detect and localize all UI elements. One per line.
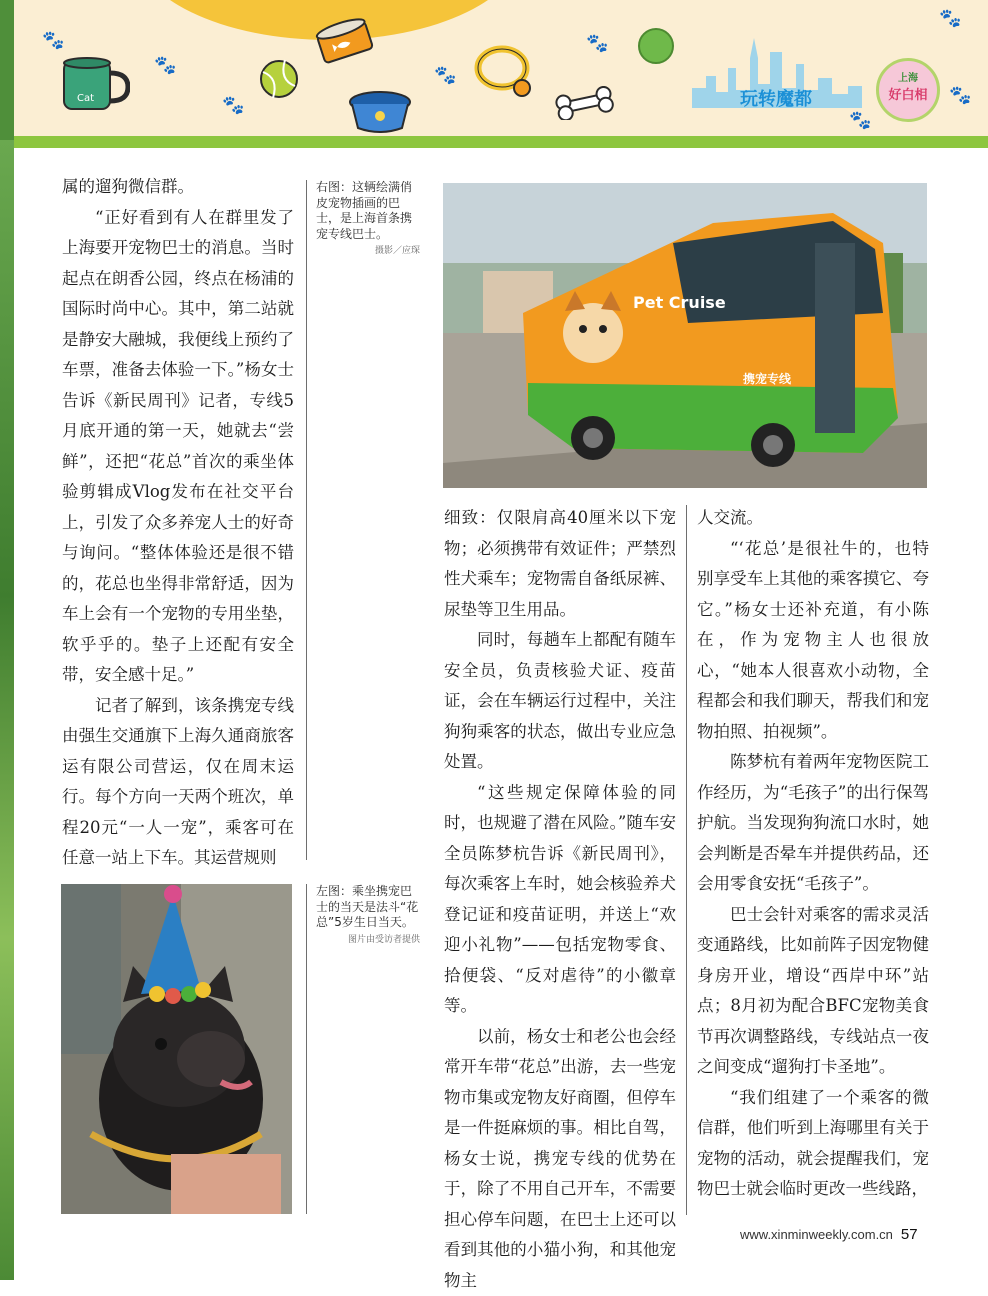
paragraph: 巴士会针对乘客的需求灵活变通路线，比如前阵子因宠物健身房开业，增设“西岸中环”站点；8月初为配合BFC宠物美食节再次调整路线，专线站点一夜之间变成“遛狗打卡圣地”。 — [697, 900, 929, 1083]
green-ball-icon — [634, 24, 678, 68]
page-number: 57 — [901, 1226, 918, 1243]
logo-wanzhuan-modu: 玩转魔都 — [740, 85, 812, 111]
bone-icon — [554, 86, 616, 120]
paragraph: “‘花总’是很社牛的，也特别享受车上其他的乘客摸它、夸它。”杨女士还补充道，有小陈在，作为宠物主人也很放心，“她本人很喜欢小动物，全程都会和我们聊天，帮我们和宠物拍照、拍视频”。 — [697, 534, 929, 748]
caption-text: 右图：这辆绘满俏皮宠物插画的巴士，是上海首条携宠专线巴士。 — [316, 180, 420, 242]
paragraph: 陈梦杭有着两年宠物医院工作经历，为“毛孩子”的出行保驾护航。当发现狗狗流口水时，她会判断是否晕车并提供药品，还会用零食安抚“毛孩子”。 — [697, 747, 929, 900]
paragraph: 以前，杨女士和老公也会经常开车带“花总”出游，去一些宠物市集或宠物友好商圈，但停车是一件挺麻烦的事。相比自驾，杨女士说，携宠专线的优势在于，除了不用自己开车，不需要担心停车问题，在巴士上还可以看到其他的小猫小狗，和其他宠物主 — [444, 1022, 676, 1296]
column-divider — [686, 505, 687, 1215]
dog-photo-caption — [316, 884, 420, 948]
svg-text:Cat: Cat — [77, 93, 94, 104]
paragraph: 同时，每趟车上都配有随车安全员，负责核验犬证、疫苗证，会在车辆运行过程中，关注狗狗乘客的状态，做出专业应急处置。 — [444, 625, 676, 778]
logo-line2: 好白相 — [879, 84, 937, 103]
paragraph: 人交流。 — [697, 503, 929, 534]
paw-icon: 🐾 — [42, 30, 64, 51]
article-column-1 — [62, 172, 294, 874]
bus-brand-text: Pet Cruise — [633, 293, 726, 312]
article-column-2 — [444, 503, 676, 1296]
pet-food-can-icon — [314, 18, 378, 66]
paragraph: 记者了解到，该条携宠专线由强生交通旗下上海久通商旅客运有限公司营运，仅在周末运行。每个方向一天两个班次，单程20元“一人一宠”，乘客可在任意一站上下车。其运营规则 — [62, 691, 294, 874]
paw-icon: 🐾 — [849, 110, 871, 131]
paragraph: 细致：仅限肩高40厘米以下宠物；必须携带有效证件；严禁烈性犬乘车；宠物需自备纸尿裤、尿垫等卫生用品。 — [444, 503, 676, 625]
paragraph: “我们组建了一个乘客的微信群，他们听到上海哪里有关于宠物的活动，就会提醒我们，宠物巴士就会临时更改一些线路， — [697, 1083, 929, 1205]
paragraph: 属的遛狗微信群。 — [62, 172, 294, 203]
paw-icon: 🐾 — [154, 55, 176, 76]
left-photo-strip — [0, 0, 14, 1280]
paw-icon: 🐾 — [939, 8, 961, 29]
logo-hao-bai-xiang — [876, 58, 940, 122]
pet-bus-photo — [443, 183, 927, 488]
header-banner — [14, 0, 988, 136]
photo-credit: 摄影／应琛 — [316, 244, 420, 260]
photo-credit: 图片由受访者提供 — [316, 933, 420, 949]
banner-green-band — [14, 136, 988, 148]
page-footer — [740, 1226, 918, 1243]
pet-collar-icon — [472, 42, 538, 102]
caption-text: 左图：乘坐携宠巴士的当天是法斗“花总”5岁生日当天。 — [316, 884, 420, 931]
bus-photo-caption — [316, 180, 420, 260]
paragraph: “这些规定保障体验的同时，也规避了潜在风险。”随车安全员陈梦杭告诉《新民周刊》，每次乘客上车时，她会核验养犬登记证和疫苗证明，并送上“欢迎小礼物”——包括宠物零食、拾便袋、“反对虐待”的小徽章等。 — [444, 778, 676, 1022]
logo-line1: 上海 — [879, 69, 937, 84]
french-bulldog-photo — [61, 884, 292, 1214]
cat-mug-icon — [60, 55, 130, 113]
tennis-ball-icon — [258, 58, 300, 100]
column-divider — [306, 180, 307, 860]
paragraph: “正好看到有人在群里发了上海要开宠物巴士的消息。当时起点在朗香公园，终点在杨浦的国际时尚中心。其中，第二站就是静安大融城，我便线上预约了车票，准备去体验一下。”杨女士告诉《新民周刊》记者，专线5月底开通的第一天，她就去“尝鲜”，还把“花总”首次的乘坐体验剪辑成Vlog发布在社交平台上，引发了众多养宠人士的好奇与询问。“整体体验还是很不错的，花总也坐得非常舒适，因为车上会有一个宠物的专用坐垫，软乎乎的。垫子上还配有安全带，安全感十足。” — [62, 203, 294, 691]
paw-icon: 🐾 — [222, 95, 244, 116]
website-url: www.xinminweekly.com.cn — [740, 1227, 893, 1242]
column-divider — [306, 884, 307, 1214]
article-column-3 — [697, 503, 929, 1205]
pet-bowl-icon — [344, 88, 416, 136]
paw-icon: 🐾 — [586, 33, 608, 54]
paw-icon: 🐾 — [434, 65, 456, 86]
bus-side-text: 携宠专线 — [742, 371, 792, 386]
paw-icon: 🐾 — [949, 85, 971, 106]
